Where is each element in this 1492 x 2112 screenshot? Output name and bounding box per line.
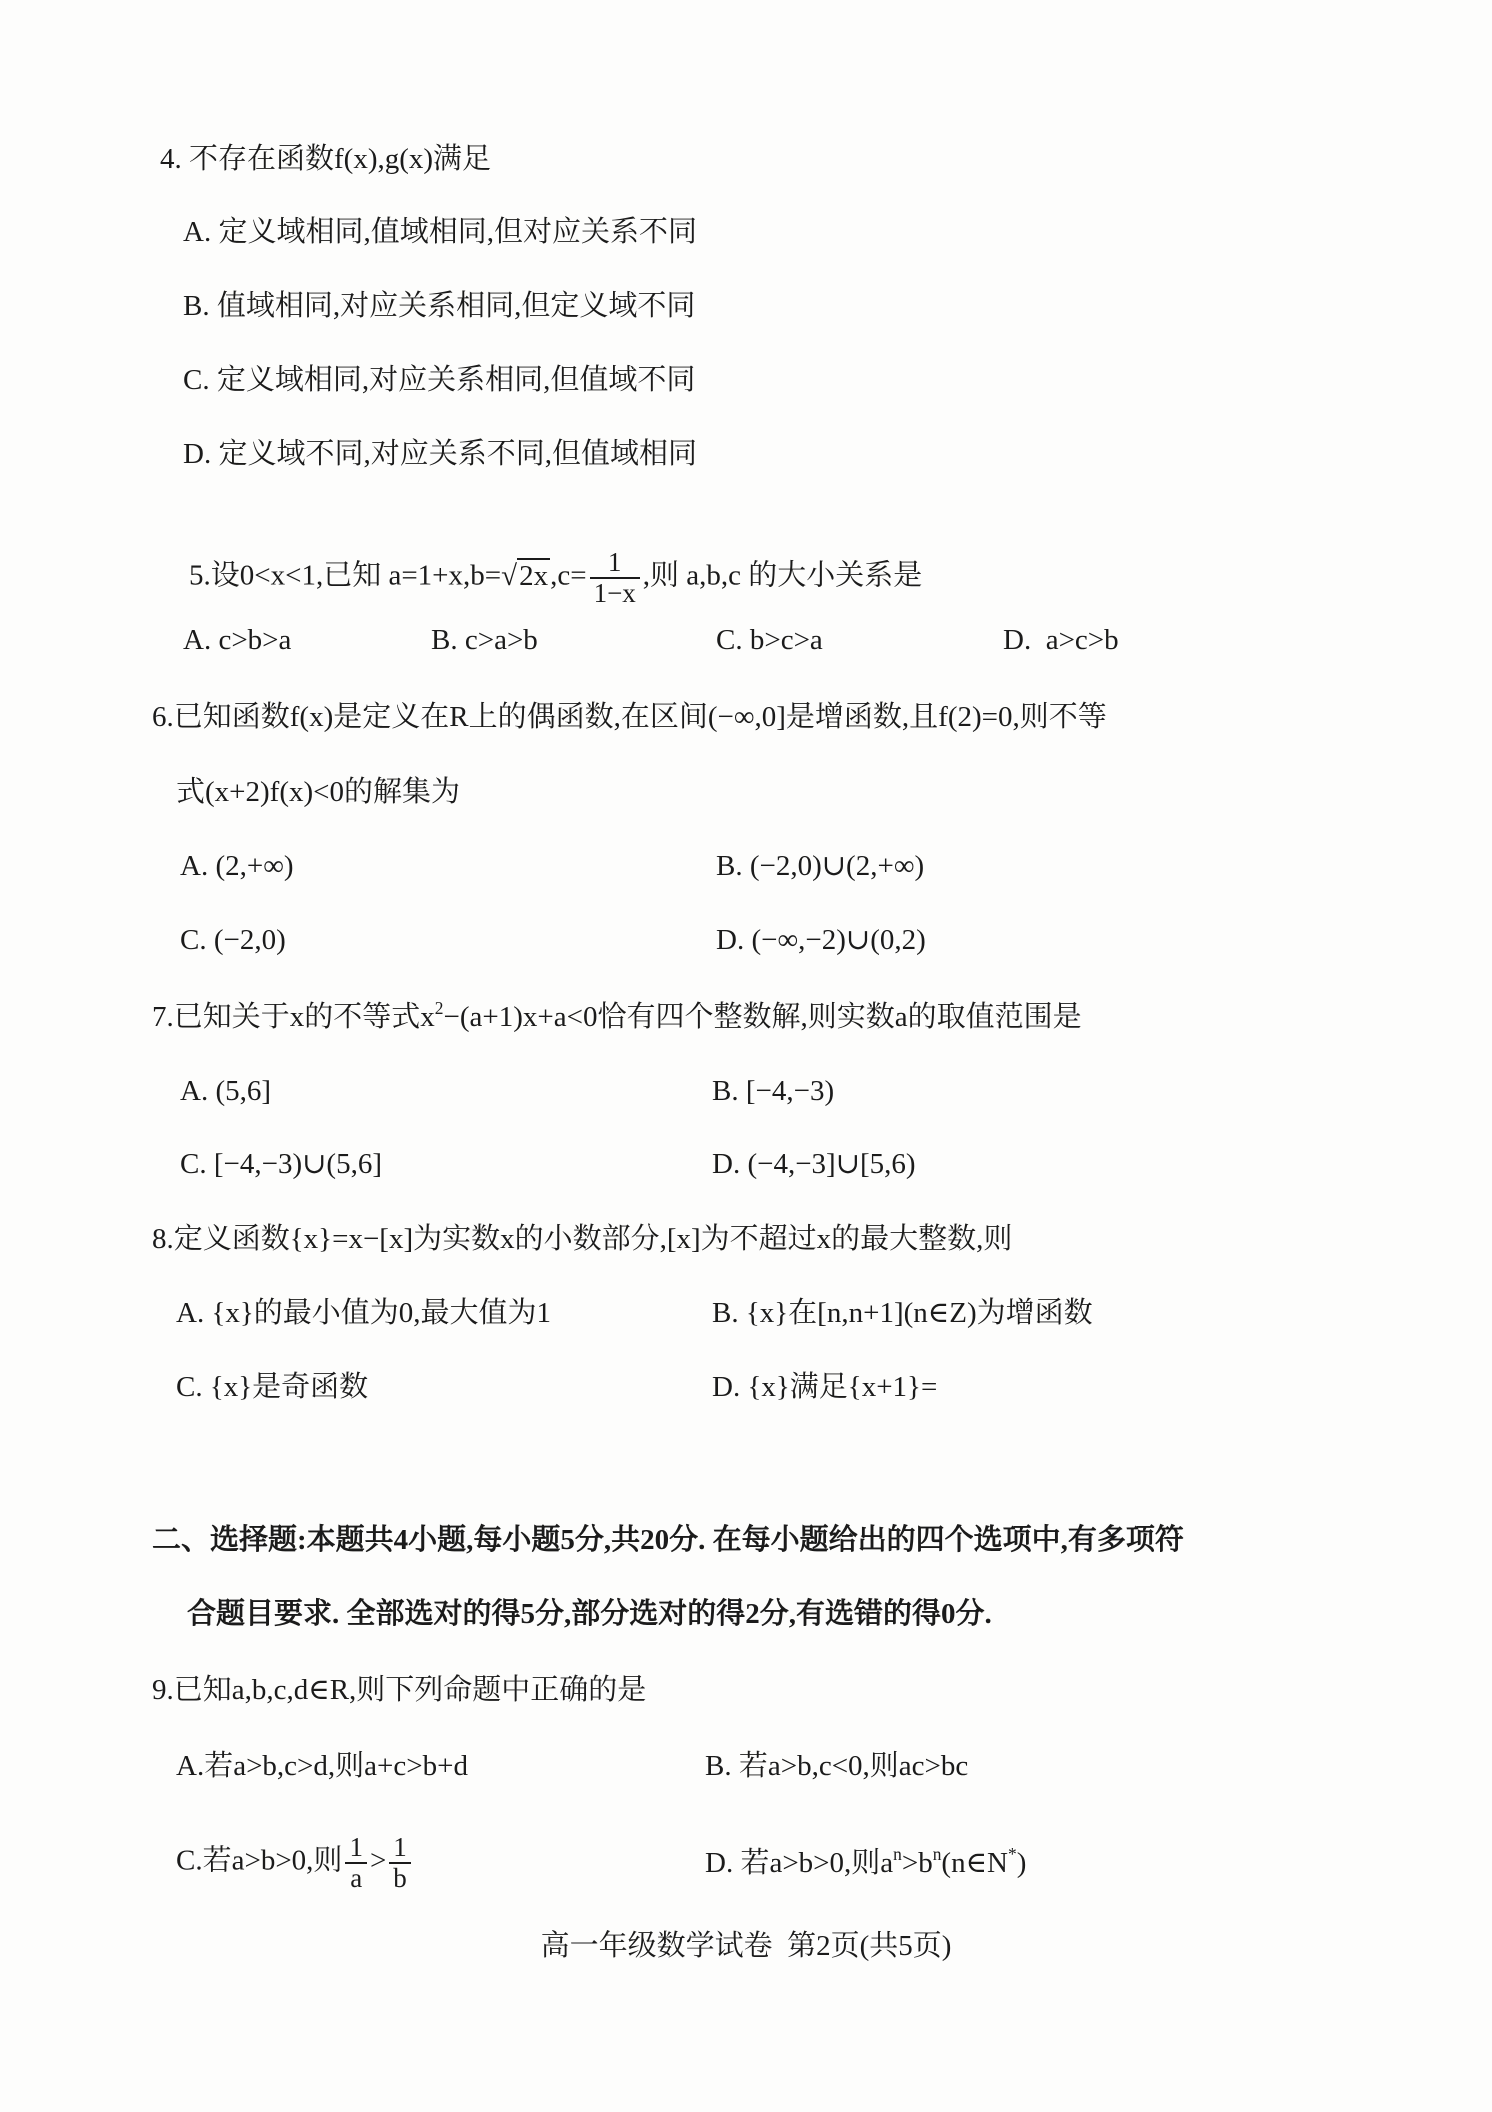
page-footer: 高一年级数学试卷 第2页(共5页) xyxy=(540,1930,952,1962)
q7-exponent: 2 xyxy=(434,997,444,1018)
fraction-numerator: 1 xyxy=(393,1832,407,1862)
q7-stem xyxy=(152,997,1082,1033)
q5-option-c: C. b>c>a xyxy=(716,624,823,656)
q8-option-b: B. {x}在[n,n+1](n∈Z)为增函数 xyxy=(712,1297,1093,1329)
q7-option-b: B. [−4,−3) xyxy=(712,1075,835,1107)
q7-option-a: A. (5,6] xyxy=(180,1075,272,1107)
sqrt-radicand: 2x xyxy=(519,559,549,592)
fraction-numerator: 1 xyxy=(349,1832,363,1862)
q9-option-a: A.若a>b,c>d,则a+c>b+d xyxy=(176,1750,468,1782)
q4-option-d: D. 定义域不同,对应关系不同,但值域相同 xyxy=(183,438,697,470)
q5-stem-suffix: ,则 a,b,c 的大小关系是 xyxy=(642,559,923,592)
section-heading-line1: 二、选择题:本题共4小题,每小题5分,共20分. 在每小题给出的四个选项中,有多项符 xyxy=(152,1524,1184,1556)
q9-stem: 9.已知a,b,c,d∈R,则下列命题中正确的是 xyxy=(152,1674,647,1706)
q4-option-c: C. 定义域相同,对应关系相同,但值域不同 xyxy=(183,364,696,396)
fraction-one-over-a xyxy=(345,1833,367,1893)
q5-stem xyxy=(160,516,922,640)
q6-stem-line1: 6.已知函数f(x)是定义在R上的偶函数,在区间(−∞,0]是增函数,且f(2)=0,则不等 xyxy=(152,701,1107,733)
asterisk-superscript: * xyxy=(1008,1843,1017,1864)
q5-option-d: D. a>c>b xyxy=(1003,624,1119,656)
q9-option-d-paren-close: ) xyxy=(1016,1847,1027,1879)
q6-option-c: C. (−2,0) xyxy=(180,924,286,956)
q6-stem-line2: 式(x+2)f(x)<0的解集为 xyxy=(176,776,460,808)
q7-option-d: D. (−4,−3]∪[5,6) xyxy=(712,1148,916,1180)
exponent-n: n xyxy=(893,1843,902,1864)
fraction-numerator: 1 xyxy=(607,547,622,577)
q6-option-b: B. (−2,0)∪(2,+∞) xyxy=(716,850,925,882)
fraction-one-over-b xyxy=(389,1833,411,1893)
q4-option-b: B. 值域相同,对应关系相同,但定义域不同 xyxy=(183,290,696,322)
q9-option-d-prefix: D. 若a>b>0,则a xyxy=(705,1847,894,1879)
q9-option-c-prefix: C.若a>b>0,则 xyxy=(176,1844,343,1877)
q6-option-a: A. (2,+∞) xyxy=(180,850,294,882)
q9-option-d-paren-open: (n∈N xyxy=(941,1847,1008,1879)
q4-option-a: A. 定义域相同,值域相同,但对应关系不同 xyxy=(183,216,697,248)
q5-option-a: A. c>b>a xyxy=(183,624,292,656)
fraction-denominator: b xyxy=(389,1862,411,1893)
q6-option-d: D. (−∞,−2)∪(0,2) xyxy=(716,924,926,956)
q5-option-b: B. c>a>b xyxy=(431,624,538,656)
q4-stem: 4. 不存在函数f(x),g(x)满足 xyxy=(160,143,492,175)
q7-option-c: C. [−4,−3)∪(5,6] xyxy=(180,1148,382,1180)
q8-stem: 8.定义函数{x}=x−[x]为实数x的小数部分,[x]为不超过x的最大整数,则 xyxy=(152,1223,1013,1255)
q5-stem-mid: ,c= xyxy=(550,559,587,592)
q9-option-c xyxy=(176,1833,414,1893)
q8-option-a: A. {x}的最小值为0,最大值为1 xyxy=(176,1297,552,1329)
q9-option-d-mid: >b xyxy=(901,1847,933,1879)
q7-stem-prefix: 7.已知关于x的不等式x xyxy=(152,1001,435,1033)
sqrt-symbol: √ xyxy=(501,559,518,592)
section-heading-line2: 合题目要求. 全部选对的得5分,部分选对的得2分,有选错的得0分. xyxy=(187,1598,992,1630)
q8-option-c: C. {x}是奇函数 xyxy=(176,1371,369,1403)
q7-stem-suffix: −(a+1)x+a<0恰有四个整数解,则实数a的取值范围是 xyxy=(443,1001,1082,1033)
q8-option-d: D. {x}满足{x+1}= xyxy=(712,1371,938,1403)
fraction-denominator: a xyxy=(345,1862,367,1893)
sqrt-expression xyxy=(501,560,550,592)
exponent-n: n xyxy=(932,1843,942,1864)
fraction-denominator: 1−x xyxy=(590,577,640,608)
q9-option-c-operator: > xyxy=(369,1844,387,1877)
fraction-c xyxy=(590,548,640,608)
q9-option-b: B. 若a>b,c<0,则ac>bc xyxy=(705,1750,969,1782)
q9-option-d xyxy=(705,1843,1027,1879)
q5-stem-prefix: 5.设0<x<1,已知 a=1+x,b= xyxy=(189,559,502,592)
